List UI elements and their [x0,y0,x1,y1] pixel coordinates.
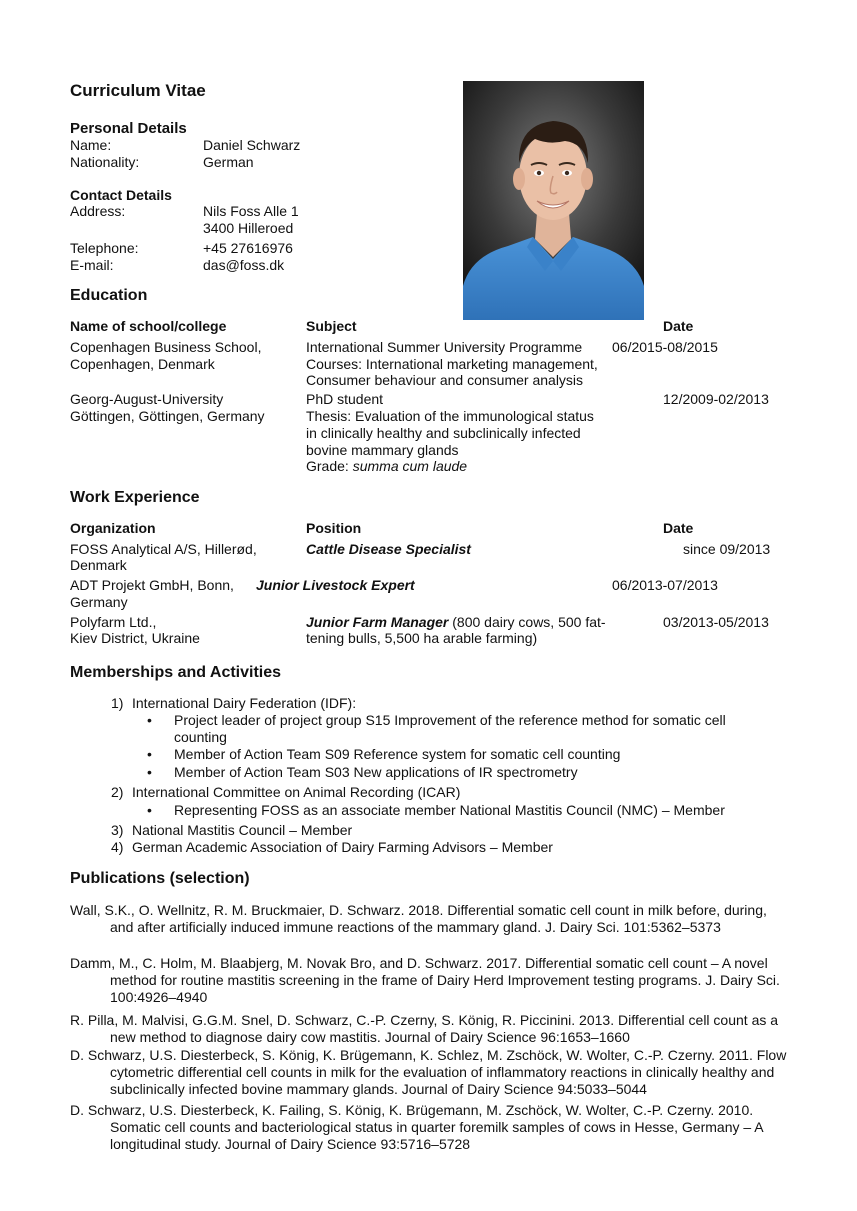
membership-bullet-text: Project leader of project group S15 Improvement of the reference method for somatic cell [174,712,726,728]
publications-heading: Publications (selection) [70,870,250,887]
name-value: Daniel Schwarz [203,137,301,153]
work-org-line: ADT Projekt GmbH, Bonn, [70,577,234,593]
education-subject-line: in clinically healthy and subclinically infected [306,425,581,441]
address-line-1: Nils Foss Alle 1 [203,203,299,219]
education-col-school: Name of school/college [70,318,227,334]
membership-number: 4) [111,839,124,855]
membership-bullet-text: counting [174,729,227,745]
membership-text: German Academic Association of Dairy Farming Advisors – Member [132,839,553,855]
grade-value: summa cum laude [352,458,468,474]
contact-details-heading: Contact Details [70,187,172,203]
education-date: 06/2015-08/2015 [612,339,718,355]
education-school-line: Copenhagen Business School, [70,339,262,355]
education-col-subject: Subject [306,318,357,334]
work-date: 06/2013-07/2013 [612,577,718,593]
membership-text: International Committee on Animal Recording (ICAR) [132,784,461,800]
publication-item: R. Pilla, M. Malvisi, G.G.M. Snel, D. Schwarz, C.-P. Czerny, S. König, R. Piccinini. 2013. Differential cell count as a new method to diagnose dairy cow mastitis. Journal of Dairy Science 96:1653–1660 [70,1012,779,1045]
publication-item: Wall, S.K., O. Wellnitz, R. M. Bruckmaier, D. Schwarz. 2018. Differential somatic cell count in milk before, during, and after artificially induced immune reactions of the mammary gland. J. Dairy Sci. 101:5362–5373 [70,902,767,935]
education-subject-line: PhD student [306,391,384,407]
education-subject-line: Consumer behaviour and consumer analysis [306,372,584,388]
work-org-line: FOSS Analytical A/S, Hillerød, [70,541,257,557]
name-label: Name: [70,137,112,153]
work-position: Junior Farm Manager [306,614,449,630]
work-position-detail: tening bulls, 5,500 ha arable farming) [306,630,538,646]
education-school-line: Copenhagen, Denmark [70,356,215,372]
bullet-icon: • [147,746,152,762]
publication-item: Damm, M., C. Holm, M. Blaabjerg, M. Novak Bro, and D. Schwarz. 2017. Differential somatic cell count – A novel method for routine mastitis screening in the frame of Dairy Herd Improvement testing programs. J. Dairy Sci. 100:4926–4940 [70,955,780,1005]
work-date: since 09/2013 [683,541,771,557]
page-title: Curriculum Vitae [70,81,206,100]
telephone-label: Telephone: [70,240,139,256]
memberships-heading: Memberships and Activities [70,664,282,681]
education-subject-line: Courses: International marketing management, [306,356,598,372]
work-col-date: Date [663,520,694,536]
work-date: 03/2013-05/2013 [663,614,769,630]
membership-number: 2) [111,784,124,800]
address-label: Address: [70,203,126,219]
work-experience-heading: Work Experience [70,489,200,506]
education-school-line: Göttingen, Göttingen, Germany [70,408,265,424]
education-grade [306,458,467,475]
work-position: Junior Livestock Expert [256,577,415,593]
email-value: das@foss.dk [203,257,285,273]
membership-bullet-text: Member of Action Team S09 Reference system for somatic cell counting [174,746,621,762]
education-subject-line: International Summer University Programme [306,339,583,355]
education-heading: Education [70,287,148,304]
bullet-icon: • [147,712,152,728]
education-date: 12/2009-02/2013 [663,391,769,407]
membership-number: 1) [111,695,124,711]
membership-number: 3) [111,822,124,838]
membership-text: National Mastitis Council – Member [132,822,353,838]
publication-item: D. Schwarz, U.S. Diesterbeck, S. König, K. Brügemann, K. Schlez, M. Zschöck, W. Wolter, C.-P. Czerny. 2011. Flow cytometric differential cell counts in milk for the evaluation of inflammatory reactions in clinically healthy and subclinically infected bovine mammary glands. Journal of Dairy Science 94:5033–5044 [70,1047,787,1097]
bullet-icon: • [147,802,152,818]
work-org-line: Germany [70,594,128,610]
membership-text: International Dairy Federation (IDF): [132,695,357,711]
work-org-line: Kiev District, Ukraine [70,630,200,646]
work-org-line: Polyfarm Ltd., [70,614,157,630]
nationality-label: Nationality: [70,154,140,170]
membership-bullet-text: Member of Action Team S03 New applications of IR spectrometry [174,764,578,780]
education-school-line: Georg-August-University [70,391,224,407]
education-subject-line: bovine mammary glands [306,442,459,458]
portrait-photo [463,81,644,320]
work-col-organization: Organization [70,520,156,536]
email-label: E-mail: [70,257,114,273]
work-org-line: Denmark [70,557,127,573]
publication-item: D. Schwarz, U.S. Diesterbeck, K. Failing, S. König, K. Brügemann, M. Zschöck, W. Wolter, C.-P. Czerny. 2010. Somatic cell counts and bacteriological status in quarter foremilk samples of cows in Hesse, Germany – A longitudinal study. Journal of Dairy Science 93:5716–5728 [70,1102,763,1152]
telephone-value: +45 27616976 [203,240,293,256]
address-line-2: 3400 Hilleroed [203,220,294,236]
grade-prefix: Grade: [306,458,353,474]
education-col-date: Date [663,318,694,334]
personal-details-heading: Personal Details [70,120,187,137]
work-col-position: Position [306,520,362,536]
work-position-line [306,614,606,631]
bullet-icon: • [147,764,152,780]
education-subject-line: Thesis: Evaluation of the immunological status [306,408,594,424]
membership-bullet-text: Representing FOSS as an associate member National Mastitis Council (NMC) – Member [174,802,725,818]
work-position: Cattle Disease Specialist [306,541,471,557]
work-position-detail: (800 dairy cows, 500 fat- [448,614,606,630]
nationality-value: German [203,154,254,170]
